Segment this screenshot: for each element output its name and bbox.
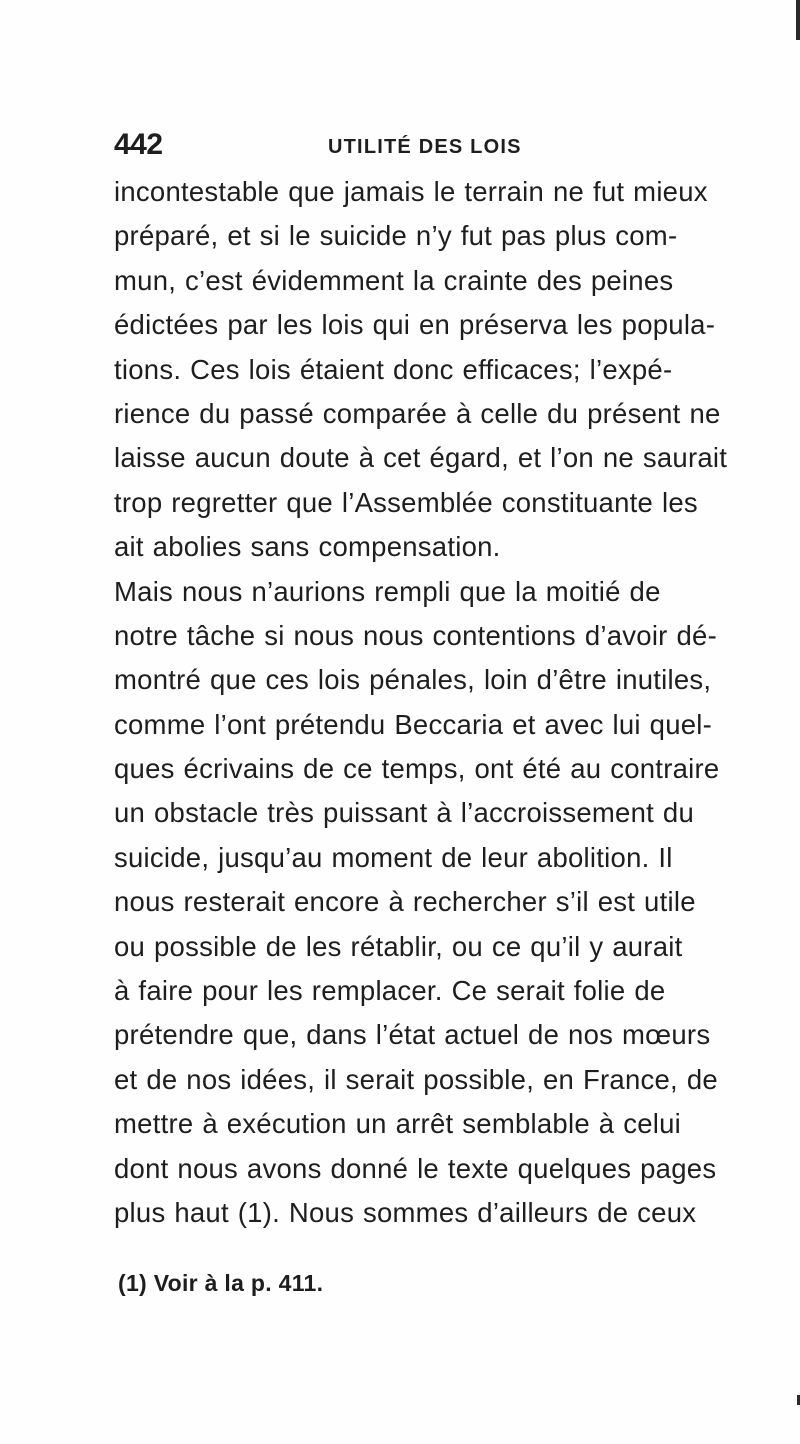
scan-edge-mark bbox=[796, 0, 800, 40]
text-line: ou possible de les rétablir, ou ce qu’il y aurait bbox=[114, 930, 683, 962]
body-text bbox=[114, 170, 800, 1235]
text-line: mettre à exécution un arrêt semblable à celui bbox=[114, 1108, 682, 1140]
text-line: un obstacle très puissant à l’accroissement du bbox=[114, 797, 695, 829]
text-line: suicide, jusqu’au moment de leur abolition. Il bbox=[114, 841, 673, 873]
text-line: édictées par les lois qui en préserva les popula- bbox=[114, 309, 716, 341]
page-header bbox=[114, 126, 714, 166]
text-line: nous resterait encore à rechercher s’il est utile bbox=[114, 886, 696, 918]
text-line: comme l’ont prétendu Beccaria et avec lui quel- bbox=[114, 708, 713, 740]
text-line: laisse aucun doute à cet égard, et l’on ne saurait bbox=[114, 442, 728, 474]
text-line: notre tâche si nous nous contentions d’avoir dé- bbox=[114, 619, 717, 651]
text-line: ait abolies sans compensation. bbox=[114, 531, 501, 563]
text-line: rience du passé comparée à celle du présent ne bbox=[114, 397, 721, 429]
text-line: trop regretter que l’Assemblée constituante les bbox=[114, 486, 698, 518]
text-line: ques écrivains de ce temps, ont été au contraire bbox=[114, 753, 720, 785]
footnote: (1) Voir à la p. 411. bbox=[118, 1270, 324, 1296]
text-line: tions. Ces lois étaient donc efficaces; l’expé- bbox=[114, 353, 673, 385]
text-line: prétendre que, dans l’état actuel de nos mœurs bbox=[114, 1019, 711, 1051]
page-number: 442 bbox=[114, 128, 163, 161]
text-line: Mais nous n’aurions rempli que la moitié de bbox=[114, 575, 661, 607]
text-line: et de nos idées, il serait possible, en France, de bbox=[114, 1063, 718, 1095]
text-line: dont nous avons donné le texte quelques pages bbox=[114, 1152, 717, 1184]
running-head: UTILITÉ DES LOIS bbox=[328, 136, 522, 158]
text-line: à faire pour les remplacer. Ce serait folie de bbox=[114, 975, 666, 1007]
text-line: plus haut (1). Nous sommes d’ailleurs de ceux bbox=[114, 1196, 697, 1228]
text-line: mun, c’est évidemment la crainte des peines bbox=[114, 264, 674, 296]
text-line: incontestable que jamais le terrain ne fut mieux bbox=[114, 176, 708, 207]
text-line: préparé, et si le suicide n’y fut pas plus com- bbox=[114, 220, 678, 252]
text-line: montré que ces lois pénales, loin d’être inutiles, bbox=[114, 664, 712, 696]
